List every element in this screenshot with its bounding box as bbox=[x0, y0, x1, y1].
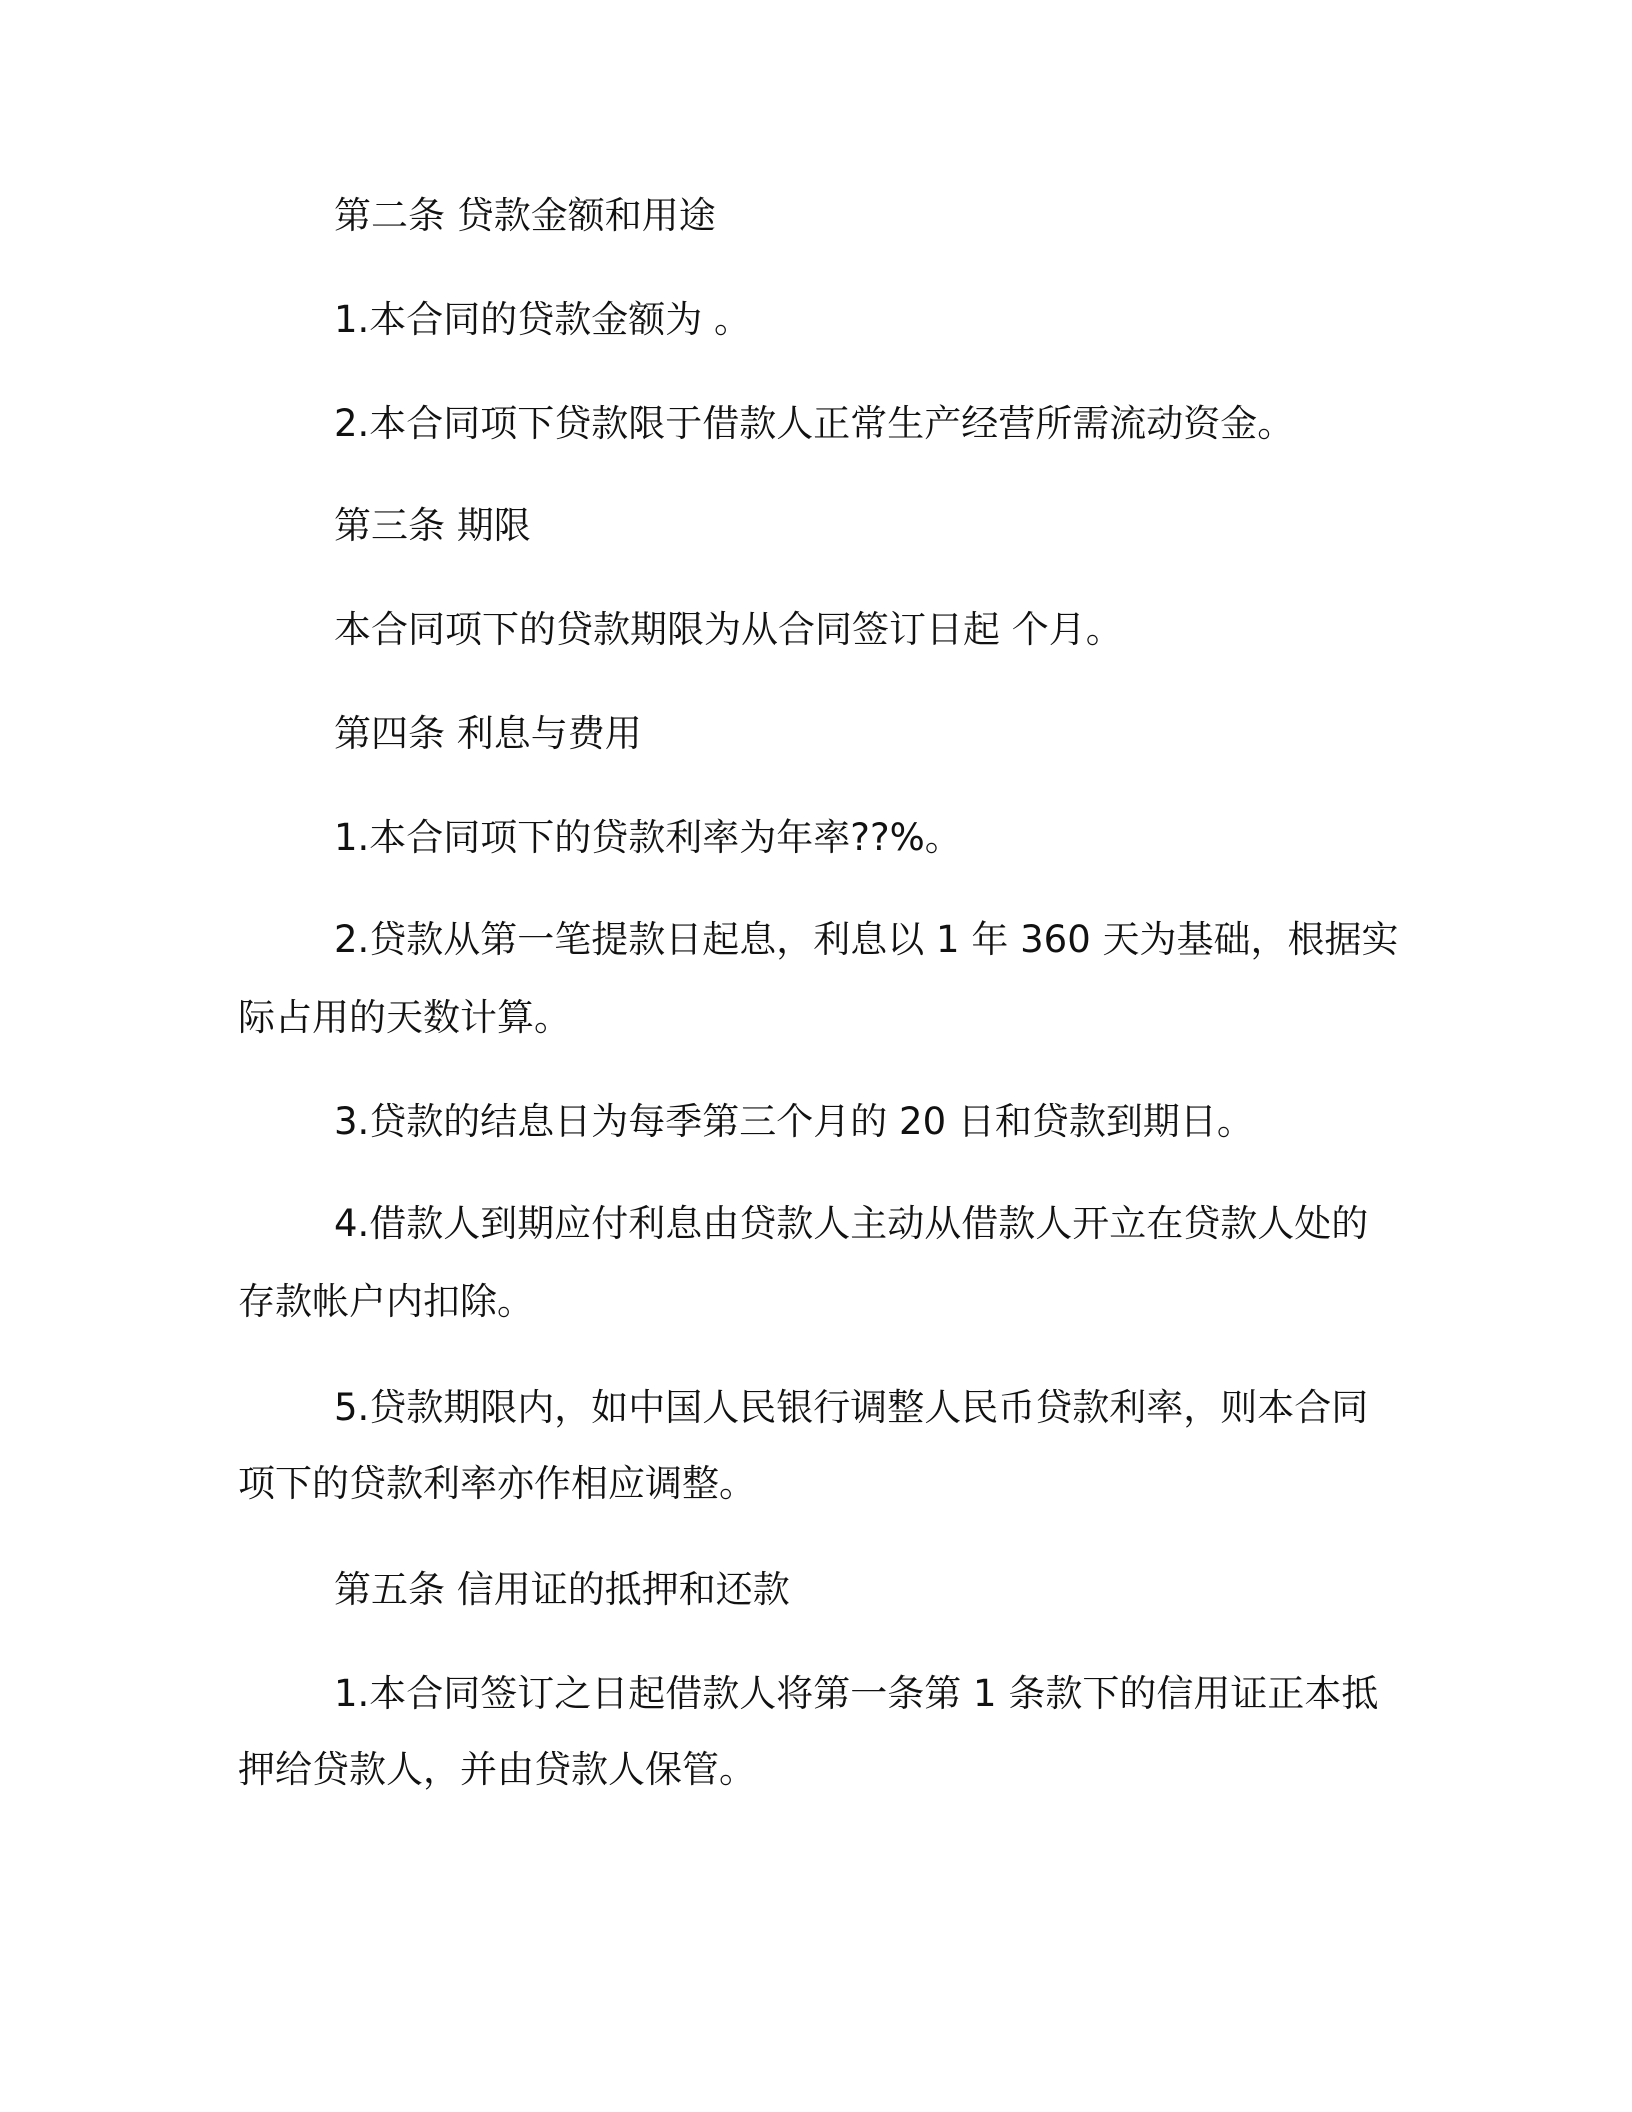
article-3-heading: 第三条 期限 bbox=[334, 504, 531, 547]
article-4-item-2-line-1: 2.贷款从第一笔提款日起息，利息以 1 年 360 天为基础，根据实 bbox=[334, 918, 1399, 961]
article-2-item-1: 1.本合同的贷款金额为 。 bbox=[334, 298, 752, 341]
article-4-item-1: 1.本合同项下的贷款利率为年率??%。 bbox=[334, 816, 962, 859]
article-4-item-3: 3.贷款的结息日为每季第三个月的 20 日和贷款到期日。 bbox=[334, 1100, 1254, 1143]
article-5-heading: 第五条 信用证的抵押和还款 bbox=[334, 1568, 790, 1611]
article-4-item-2-line-2: 际占用的天数计算。 bbox=[238, 996, 571, 1039]
article-4-item-4-line-2: 存款帐户内扣除。 bbox=[238, 1280, 534, 1323]
article-5-item-1-line-1: 1.本合同签订之日起借款人将第一条第 1 条款下的信用证正本抵 bbox=[334, 1672, 1379, 1715]
article-4-item-4-line-1: 4.借款人到期应付利息由贷款人主动从借款人开立在贷款人处的 bbox=[334, 1202, 1369, 1245]
article-4-item-5-line-1: 5.贷款期限内，如中国人民银行调整人民币贷款利率，则本合同 bbox=[334, 1386, 1369, 1429]
article-2-item-2: 2.本合同项下贷款限于借款人正常生产经营所需流动资金。 bbox=[334, 402, 1295, 445]
article-2-heading: 第二条 贷款金额和用途 bbox=[334, 194, 716, 237]
article-5-item-1-line-2: 押给贷款人，并由贷款人保管。 bbox=[238, 1748, 756, 1791]
article-3-body: 本合同项下的贷款期限为从合同签订日起 个月。 bbox=[334, 608, 1123, 651]
article-4-item-5-line-2: 项下的贷款利率亦作相应调整。 bbox=[238, 1462, 756, 1505]
article-4-heading: 第四条 利息与费用 bbox=[334, 712, 642, 755]
